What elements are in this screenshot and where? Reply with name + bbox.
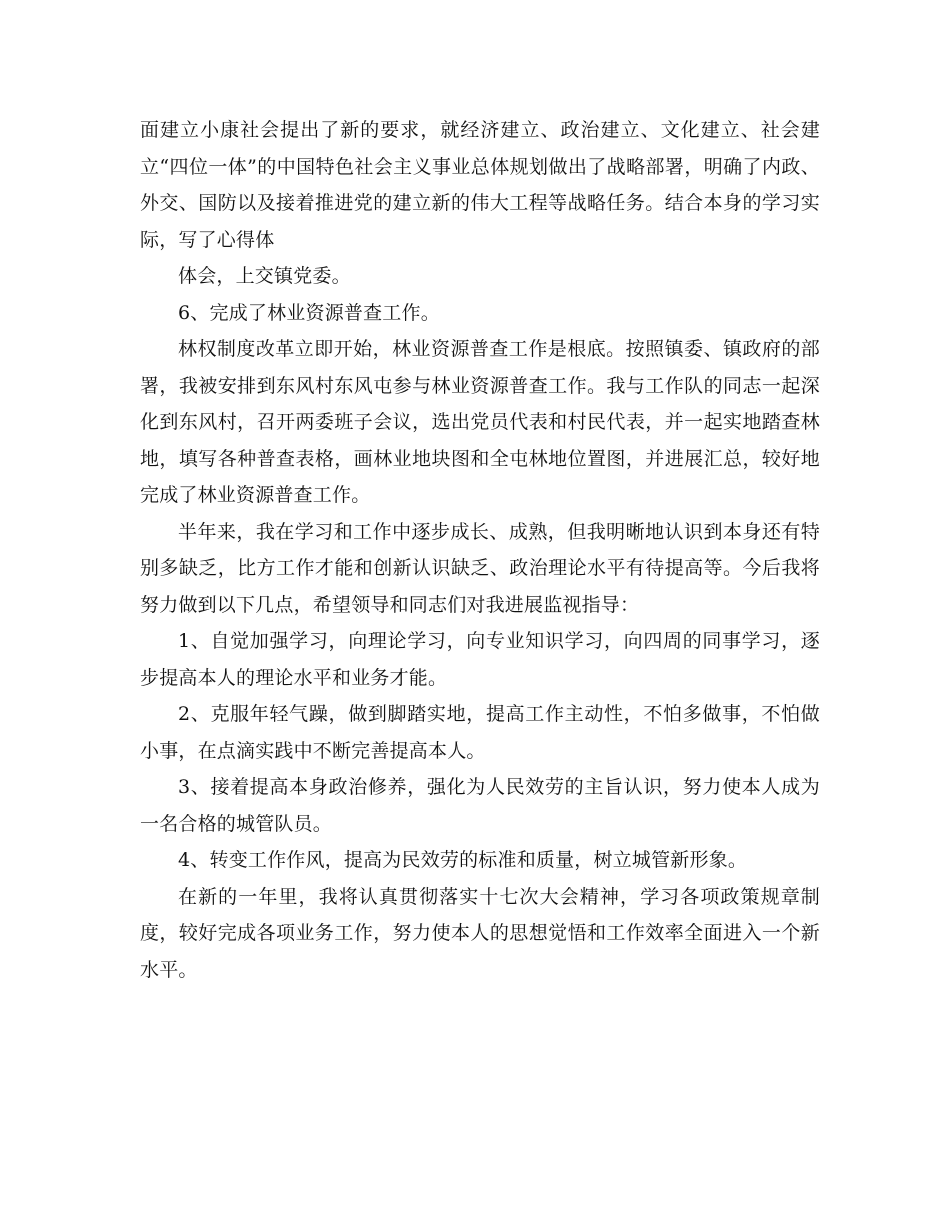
document-body xyxy=(140,112,820,988)
paragraph: 林权制度改革立即开始，林业资源普查工作是根底。按照镇委、镇政府的部署，我被安排到东风村东风屯参与林业资源普查工作。我与工作队的同志一起深化到东风村，召开两委班子会议，选出党员代表和村民代表，并一起实地踏查林地，填写各种普查表格，画林业地块图和全屯林地位置图，并进展汇总，较好地完成了林业资源普查工作。 xyxy=(140,338,820,506)
list-item: 3、接着提高本身政治修养，强化为人民效劳的主旨认识，努力使本人成为一名合格的城管队员。 xyxy=(140,776,820,835)
paragraph-continued: 面建立小康社会提出了新的要求，就经济建立、政治建立、文化建立、社会建立“四位一体”的中国特色社会主义事业总体规划做出了战略部署，明确了内政、外交、国防以及接着推进党的建立新的伟大工程等战略任务。结合本身的学习实际，写了心得体 xyxy=(140,119,820,251)
list-item: 1、自觉加强学习，向理论学习，向专业知识学习，向四周的同事学习，逐步提高本人的理论水平和业务才能。 xyxy=(140,630,820,689)
list-item: 2、克服年轻气躁，做到脚踏实地，提高工作主动性，不怕多做事，不怕做小事，在点滴实践中不断完善提高本人。 xyxy=(140,703,820,762)
paragraph: 在新的一年里，我将认真贯彻落实十七次大会精神，学习各项政策规章制度，较好完成各项业务工作，努力使本人的思想觉悟和工作效率全面进入一个新水平。 xyxy=(140,885,820,981)
paragraph: 半年来，我在学习和工作中逐步成长、成熟，但我明晰地认识到本身还有特别多缺乏，比方工作才能和创新认识缺乏、政治理论水平有待提高等。今后我将努力做到以下几点，希望领导和同志们对我进展监视指导： xyxy=(140,520,820,616)
list-item: 4、转变工作作风，提高为民效劳的标准和质量，树立城管新形象。 xyxy=(178,849,748,871)
section-heading: 6、完成了林业资源普查工作。 xyxy=(178,301,440,324)
paragraph: 体会，上交镇党委。 xyxy=(178,265,351,287)
